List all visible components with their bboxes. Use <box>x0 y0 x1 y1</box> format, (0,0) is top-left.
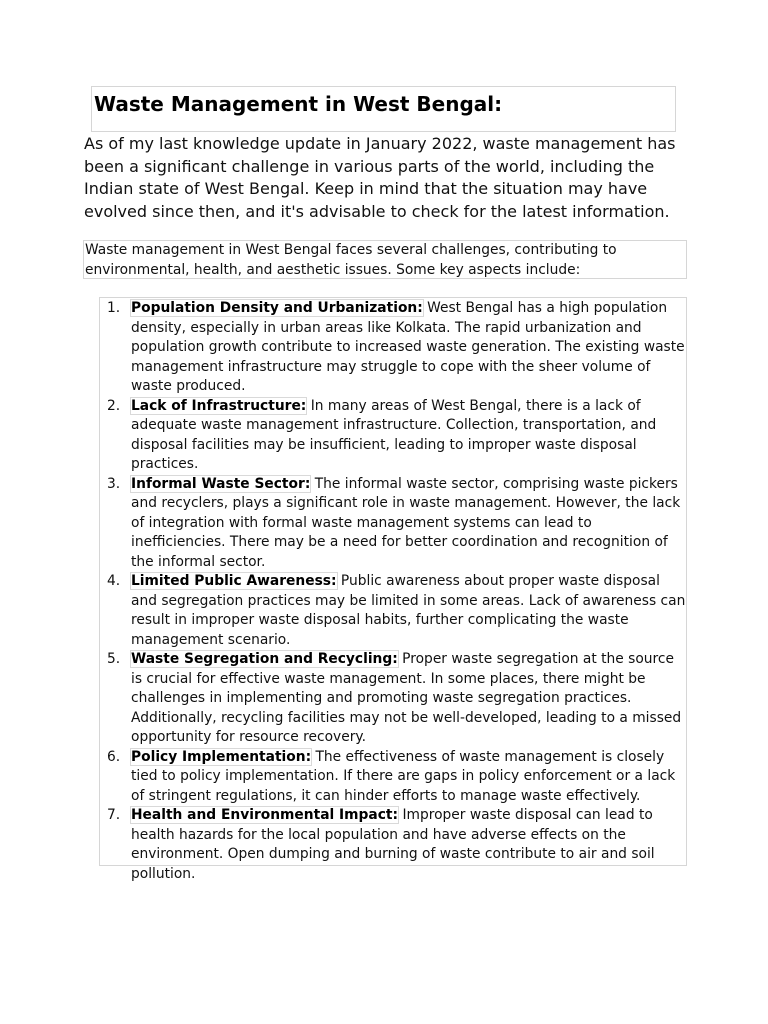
list-item <box>100 397 686 475</box>
list-item-number: 3. <box>107 475 121 492</box>
list-item-number: 4. <box>107 573 121 589</box>
list-item-number: 5. <box>107 651 121 667</box>
page-title: Waste Management in West Bengal: <box>94 92 503 116</box>
list-item <box>100 299 686 397</box>
list-item-title: Population Density and Urbanization: <box>131 300 423 316</box>
list-item-text: West Bengal has a high population density, especially in urban areas like Kolkata. The rapid urbanization and population growth contribute to increased waste generation. The existing waste management infrastructure may struggle to cope with the sheer volume of waste produced. <box>131 300 685 394</box>
list-item-text: The effectiveness of waste management is closely tied to policy implementation. If there are gaps in policy enforcement or a lack of stringent regulations, it can hinder efforts to manage waste effectively. <box>131 748 676 804</box>
list-item-number: 6. <box>107 748 121 765</box>
list-item-title: Limited Public Awareness: <box>131 573 337 589</box>
list-item-text: Improper waste disposal can lead to health hazards for the local population and have adverse effects on the environment. Open dumping and burning of waste contribute to air and soil pollution. <box>131 807 655 882</box>
list-item <box>100 650 686 748</box>
issues-box <box>99 297 687 882</box>
list-item-title: Health and Environmental Impact: <box>131 807 399 823</box>
list-item-text: Proper waste segregation at the source is crucial for effective waste management. In some places, there might be challenges in implementing and promoting waste segregation practices. Additionally, recycling facilities may not be well-developed, leading to a missed opportunity for resource recovery. <box>131 651 682 745</box>
list-item-number: 1. <box>107 300 121 316</box>
list-item-number: 7. <box>107 807 121 823</box>
list-item-text: The informal waste sector, comprising waste pickers and recyclers, plays a significant role in waste management. However, the lack of integration with formal waste management systems can lead to inefficiencies. There may be a need for better coordination and recognition of the informal sector. <box>131 475 681 570</box>
list-item-title: Policy Implementation: <box>131 748 312 765</box>
lead-box <box>83 240 687 279</box>
lead-paragraph: Waste management in West Bengal faces several challenges, contributing to environmental, health, and aesthetic issues. Some key aspects include: <box>85 242 617 278</box>
list-item <box>100 806 686 884</box>
intro-paragraph: As of my last knowledge update in January 2022, waste management has been a significant challenge in various parts of the world, including the Indian state of West Bengal. Keep in mind that the situation may have evolved since then, and it's advisable to check for the latest information. <box>84 134 676 221</box>
issues-list <box>100 299 686 884</box>
list-item <box>100 748 686 807</box>
list-item-title: Lack of Infrastructure: <box>131 397 307 414</box>
list-item-text: In many areas of West Bengal, there is a lack of adequate waste management infrastructure. Collection, transportation, and disposal facilities may be insufficient, leading to improper waste disposal practices. <box>131 397 657 472</box>
list-item-number: 2. <box>107 397 121 414</box>
list-item <box>100 475 686 573</box>
list-item-text: Public awareness about proper waste disposal and segregation practices may be limited in some areas. Lack of awareness can result in improper waste disposal habits, further complicating the waste management scenario. <box>131 573 686 648</box>
list-item-title: Waste Segregation and Recycling: <box>131 651 398 667</box>
title-box <box>91 86 676 132</box>
list-item-title: Informal Waste Sector: <box>131 475 311 492</box>
list-item <box>100 572 686 650</box>
